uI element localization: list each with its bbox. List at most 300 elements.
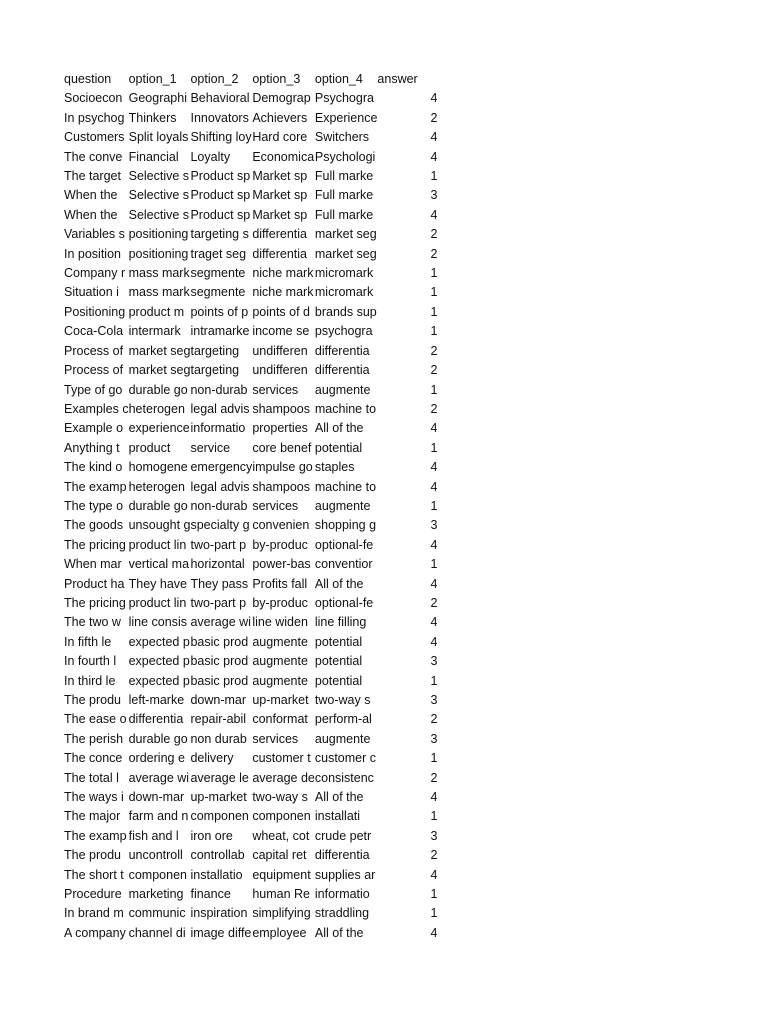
option-3-cell: services	[252, 498, 299, 513]
answer-cell: 4	[430, 460, 438, 475]
table-row	[64, 749, 437, 768]
answer-cell: 1	[430, 440, 438, 455]
option-4-cell: informatio	[314, 887, 370, 902]
option-3-cell: Market sp	[252, 207, 308, 222]
answer-cell: 4	[430, 479, 438, 494]
answer-cell: 1	[430, 887, 438, 902]
option-3-cell: services	[252, 382, 299, 397]
question-cell: The type o	[64, 498, 124, 513]
question-cell: The ways i	[64, 790, 124, 805]
option-1-cell: channel di	[128, 925, 186, 940]
option-2-cell: iron ore	[190, 828, 233, 843]
option-3-cell: properties	[252, 421, 308, 436]
question-cell: The goods	[64, 518, 124, 533]
answer-cell: 1	[430, 906, 438, 921]
option-3-cell: line widen	[252, 615, 308, 630]
question-cell: Company r	[64, 266, 126, 281]
table-row	[64, 264, 437, 283]
option-2-cell: legal advis	[190, 479, 250, 494]
option-2-cell: controllab	[190, 848, 245, 863]
answer-cell: 2	[430, 595, 438, 610]
option-1-cell: Financial	[128, 149, 179, 164]
option-3-cell: by-produc	[252, 537, 308, 552]
option-1-cell: Selective s	[128, 207, 190, 222]
table-row	[64, 846, 437, 865]
option-3-cell: wheat, cot	[252, 828, 310, 843]
question-cell: Positioning	[64, 304, 126, 319]
option-1-cell: marketing	[128, 887, 184, 902]
option-3-cell: human Re	[252, 887, 310, 902]
option-2-cell: delivery	[190, 751, 234, 766]
question-cell: The total l	[64, 770, 119, 785]
option-4-cell: machine to	[314, 479, 377, 494]
table-row	[64, 303, 437, 322]
option-2-cell: basic prod	[190, 634, 249, 649]
answer-cell: 3	[430, 828, 438, 843]
header-cell-option-3: option_3	[252, 72, 301, 86]
option-4-cell: All of the	[314, 790, 364, 805]
table-row	[64, 206, 437, 225]
table-row	[64, 866, 437, 885]
option-4-cell: Psychologi	[314, 149, 376, 164]
question-cell: A company	[64, 925, 126, 940]
question-cell: Coca-Cola	[64, 324, 124, 339]
table-row	[64, 186, 437, 205]
answer-cell: 1	[430, 266, 438, 281]
option-3-cell: Market sp	[252, 188, 308, 203]
option-1-cell: differentia	[128, 712, 184, 727]
option-4-cell: two-way s	[314, 693, 371, 707]
question-cell: Procedure	[64, 887, 122, 902]
option-2-cell: legal advis	[190, 401, 250, 416]
option-4-cell: potential	[314, 440, 363, 455]
option-2-cell: two-part p	[190, 537, 247, 552]
table-row	[64, 672, 437, 691]
question-cell: Type of go	[64, 382, 123, 397]
option-4-cell: staples	[314, 460, 355, 475]
option-1-cell: communic	[128, 906, 186, 921]
option-4-cell: shopping g	[314, 518, 377, 533]
table-row	[64, 342, 437, 361]
option-3-cell: componen	[252, 809, 311, 824]
answer-cell: 1	[430, 169, 438, 184]
option-1-cell: positioning	[128, 227, 189, 242]
option-4-cell: Experience	[314, 110, 378, 125]
question-cell: When the	[64, 188, 118, 203]
option-3-cell: average de	[252, 770, 315, 785]
answer-cell: 3	[430, 188, 438, 203]
option-1-cell: market seg	[128, 343, 191, 358]
option-4-cell: optional-fe	[314, 537, 374, 552]
question-cell: The conve	[64, 149, 123, 164]
answer-cell: 1	[430, 809, 438, 824]
option-3-cell: augmente	[252, 634, 308, 649]
answer-cell: 2	[430, 848, 438, 863]
question-cell: The ease o	[64, 712, 127, 727]
option-1-cell: componen	[128, 867, 187, 882]
table-row	[64, 516, 437, 535]
answer-cell: 1	[430, 382, 438, 397]
table-row	[64, 400, 437, 419]
option-3-cell: Achievers	[252, 110, 308, 125]
question-cell: The produ	[64, 848, 121, 863]
option-2-cell: repair-abil	[190, 712, 247, 727]
table-row	[64, 807, 437, 826]
question-cell: In brand m	[64, 906, 124, 921]
option-3-cell: capital ret	[252, 848, 307, 863]
option-2-cell: Behavioral	[190, 91, 250, 106]
option-1-cell: down-mar	[128, 790, 185, 805]
option-3-cell: differentia	[252, 227, 307, 242]
option-3-cell: Profits fall	[252, 576, 308, 591]
answer-cell: 2	[430, 770, 438, 785]
question-cell: Customers	[64, 130, 125, 145]
option-4-cell: micromark	[314, 285, 374, 300]
option-4-cell: potential	[314, 654, 363, 669]
table-row	[64, 652, 437, 671]
option-2-cell: average wi	[190, 615, 251, 630]
option-4-cell: Full marke	[314, 207, 374, 222]
option-3-cell: customer t	[252, 751, 311, 766]
question-cell: The two w	[64, 615, 121, 630]
answer-cell: 4	[430, 790, 438, 805]
answer-cell: 1	[430, 751, 438, 766]
question-cell: In psychog	[64, 110, 125, 125]
question-cell: The examp	[64, 828, 127, 843]
option-2-cell: specialty g	[190, 518, 250, 533]
option-2-cell: traget seg	[190, 246, 247, 261]
option-4-cell: installati	[314, 809, 361, 824]
option-1-cell: average wi	[128, 770, 190, 785]
answer-cell: 1	[430, 285, 438, 300]
option-2-cell: basic prod	[190, 673, 249, 688]
option-2-cell: Innovators	[190, 110, 249, 125]
question-cell: The produ	[64, 693, 121, 707]
option-3-cell: differentia	[252, 246, 307, 261]
table-row	[64, 322, 437, 341]
answer-cell: 4	[430, 207, 438, 222]
table-row	[64, 691, 437, 710]
option-3-cell: power-bas	[252, 557, 311, 572]
table-row	[64, 167, 437, 186]
option-1-cell: product lin	[128, 595, 187, 610]
table-row	[64, 613, 437, 632]
header-cell-option-4: option_4	[314, 72, 363, 86]
table-row	[64, 148, 437, 167]
option-3-cell: employee	[252, 925, 307, 940]
option-1-cell: intermark	[128, 324, 181, 339]
table-row	[64, 730, 437, 749]
spreadsheet-body	[64, 70, 437, 943]
option-1-cell: ordering e	[128, 751, 185, 766]
question-cell: The major	[64, 809, 121, 824]
answer-cell: 4	[430, 91, 438, 106]
option-1-cell: line consis	[128, 615, 187, 630]
table-row	[64, 885, 437, 904]
answer-cell: 2	[430, 363, 438, 378]
option-2-cell: Product sp	[190, 207, 251, 222]
answer-cell: 4	[430, 925, 438, 940]
question-cell: The kind o	[64, 460, 123, 475]
option-2-cell: points of p	[190, 304, 249, 319]
option-4-cell: optional-fe	[314, 595, 374, 610]
question-cell: The short t	[64, 867, 124, 882]
question-cell: Socioecon	[64, 91, 123, 106]
question-cell: In fourth l	[64, 654, 117, 669]
option-1-cell: uncontroll	[128, 848, 183, 863]
table-row	[64, 458, 437, 477]
option-2-cell: They pass	[190, 576, 249, 591]
option-4-cell: line filling	[314, 615, 367, 630]
option-1-cell: vertical ma	[128, 557, 190, 572]
option-1-cell: Selective s	[128, 169, 190, 184]
option-3-cell: conformat	[252, 712, 308, 727]
option-2-cell: segmente	[190, 266, 246, 281]
header-cell-option-2: option_2	[190, 72, 239, 86]
option-1-cell: expected p	[128, 654, 190, 669]
option-3-cell: core benef	[252, 440, 312, 455]
option-1-cell: Thinkers	[128, 110, 177, 125]
option-4-cell: All of the	[314, 421, 364, 436]
option-4-cell: differentia	[314, 848, 370, 863]
option-4-cell: augmente	[314, 498, 371, 513]
answer-cell: 4	[430, 634, 438, 649]
option-1-cell: They have	[128, 576, 187, 591]
option-1-cell: Split loyals	[128, 130, 189, 145]
option-4-cell: Psychogra	[314, 91, 374, 106]
option-2-cell: emergency	[190, 460, 253, 475]
option-1-cell: product lin	[128, 537, 187, 552]
option-3-cell: convenien	[252, 518, 310, 533]
option-1-cell: mass mark	[128, 266, 190, 281]
option-3-cell: equipment	[252, 867, 311, 882]
option-2-cell: two-part p	[190, 595, 247, 610]
question-cell: The conce	[64, 751, 123, 766]
option-1-cell: Geographi	[128, 91, 187, 106]
option-4-cell: machine to	[314, 401, 377, 416]
option-4-cell: Switchers	[314, 130, 370, 145]
option-2-cell: componen	[190, 809, 249, 824]
option-3-cell: impulse go	[252, 460, 313, 475]
option-2-cell: finance	[190, 887, 231, 902]
answer-cell: 2	[430, 246, 438, 261]
header-cell-answer: answer	[377, 72, 418, 86]
answer-cell: 1	[430, 498, 438, 513]
option-4-cell: differentia	[314, 363, 370, 378]
option-1-cell: durable go	[128, 382, 188, 397]
option-4-cell: crude petr	[314, 828, 372, 843]
answer-cell: 2	[430, 227, 438, 242]
option-2-cell: image diffe	[190, 925, 252, 940]
option-3-cell: up-market	[252, 693, 309, 707]
option-1-cell: heterogen	[128, 401, 185, 416]
answer-cell: 1	[430, 557, 438, 572]
table-row	[64, 245, 437, 264]
option-3-cell: Economica	[252, 149, 315, 164]
question-cell: In position	[64, 246, 121, 261]
option-1-cell: market seg	[128, 363, 191, 378]
answer-cell: 4	[430, 867, 438, 882]
option-1-cell: heterogen	[128, 479, 185, 494]
spreadsheet-table	[64, 70, 437, 943]
answer-cell: 3	[430, 518, 438, 533]
option-4-cell: All of the	[314, 925, 364, 940]
answer-cell: 4	[430, 149, 438, 164]
table-row	[64, 283, 437, 302]
table-row	[64, 439, 437, 458]
table-row	[64, 109, 437, 128]
answer-cell: 2	[430, 401, 438, 416]
option-2-cell: targeting s	[190, 227, 249, 242]
option-2-cell: informatio	[190, 421, 246, 436]
answer-cell: 4	[430, 537, 438, 552]
option-4-cell: consistenc	[314, 770, 374, 785]
option-1-cell: experience	[128, 421, 190, 436]
table-row	[64, 827, 437, 846]
table-row	[64, 89, 437, 108]
option-2-cell: targeting	[190, 363, 240, 378]
answer-cell: 4	[430, 576, 438, 591]
option-3-cell: niche mark	[252, 266, 314, 281]
option-2-cell: targeting	[190, 343, 240, 358]
option-4-cell: market seg	[314, 246, 377, 261]
option-4-cell: supplies ar	[314, 867, 376, 882]
answer-cell: 4	[430, 421, 438, 436]
answer-cell: 1	[430, 324, 438, 339]
option-3-cell: augmente	[252, 654, 308, 669]
option-3-cell: niche mark	[252, 285, 314, 300]
option-3-cell: augmente	[252, 673, 308, 688]
option-1-cell: positioning	[128, 246, 189, 261]
option-4-cell: micromark	[314, 266, 374, 281]
option-2-cell: average le	[190, 770, 249, 785]
table-row	[64, 924, 437, 943]
option-4-cell: conventior	[314, 557, 373, 572]
option-3-cell: Demograp	[252, 91, 311, 106]
answer-cell: 4	[430, 615, 438, 630]
option-3-cell: Hard core	[252, 130, 308, 145]
table-row	[64, 575, 437, 594]
option-3-cell: points of d	[252, 304, 310, 319]
option-2-cell: non durab	[190, 731, 247, 746]
header-cell-option-1: option_1	[128, 72, 177, 86]
question-cell: The pricing	[64, 595, 126, 610]
option-2-cell: service	[190, 440, 231, 455]
option-1-cell: farm and n	[128, 809, 189, 824]
option-3-cell: shampoos	[252, 479, 310, 494]
table-row	[64, 555, 437, 574]
option-2-cell: Loyalty	[190, 149, 231, 164]
option-4-cell: perform-al	[314, 712, 372, 727]
header-row	[64, 70, 437, 89]
question-cell: In fifth le	[64, 634, 112, 649]
option-2-cell: segmente	[190, 285, 246, 300]
table-row	[64, 710, 437, 729]
option-3-cell: income se	[252, 324, 310, 339]
answer-cell: 3	[430, 693, 438, 707]
option-1-cell: fish and l	[128, 828, 179, 843]
option-2-cell: up-market	[190, 790, 247, 805]
option-4-cell: differentia	[314, 343, 370, 358]
option-1-cell: unsought g	[128, 518, 191, 533]
option-1-cell: durable go	[128, 731, 188, 746]
answer-cell: 3	[430, 731, 438, 746]
option-4-cell: potential	[314, 673, 363, 688]
option-4-cell: potential	[314, 634, 363, 649]
option-3-cell: services	[252, 731, 299, 746]
option-1-cell: mass mark	[128, 285, 190, 300]
question-cell: The target	[64, 169, 121, 184]
question-cell: The examp	[64, 479, 127, 494]
table-row	[64, 788, 437, 807]
question-cell: Variables s	[64, 227, 125, 242]
option-1-cell: product m	[128, 304, 185, 319]
question-cell: When the	[64, 207, 118, 222]
question-cell: Anything t	[64, 440, 120, 455]
option-2-cell: down-mar	[190, 693, 247, 707]
option-3-cell: two-way s	[252, 790, 308, 805]
option-1-cell: product	[128, 440, 171, 455]
option-2-cell: installatio	[190, 867, 243, 882]
option-2-cell: horizontal	[190, 557, 245, 572]
option-4-cell: augmente	[314, 731, 371, 746]
option-1-cell: Selective s	[128, 188, 190, 203]
option-2-cell: Product sp	[190, 188, 251, 203]
table-row	[64, 128, 437, 147]
option-2-cell: non-durab	[190, 382, 248, 397]
question-cell: Situation i	[64, 285, 119, 300]
option-3-cell: undifferen	[252, 343, 308, 358]
option-4-cell: customer c	[314, 751, 377, 766]
option-2-cell: Shifting loy	[190, 130, 252, 145]
answer-cell: 1	[430, 304, 438, 319]
table-row	[64, 594, 437, 613]
answer-cell: 2	[430, 343, 438, 358]
table-row	[64, 225, 437, 244]
option-3-cell: Market sp	[252, 169, 308, 184]
question-cell: Process of	[64, 363, 124, 378]
option-4-cell: market seg	[314, 227, 377, 242]
table-row	[64, 769, 437, 788]
question-cell: Process of	[64, 343, 124, 358]
question-cell: Examples c	[64, 401, 129, 416]
option-2-cell: Product sp	[190, 169, 251, 184]
question-cell: The pricing	[64, 537, 126, 552]
option-4-cell: Full marke	[314, 188, 374, 203]
table-row	[64, 419, 437, 438]
option-2-cell: intramarke	[190, 324, 250, 339]
answer-cell: 2	[430, 712, 438, 727]
option-1-cell: left-marke	[128, 693, 185, 707]
answer-cell: 3	[430, 654, 438, 669]
table-row	[64, 381, 437, 400]
option-1-cell: expected p	[128, 634, 190, 649]
table-row	[64, 497, 437, 516]
question-cell: In third le	[64, 673, 116, 688]
table-row	[64, 478, 437, 497]
option-4-cell: Full marke	[314, 169, 374, 184]
option-3-cell: simplifying	[252, 906, 311, 921]
option-3-cell: by-produc	[252, 595, 308, 610]
option-2-cell: basic prod	[190, 654, 249, 669]
question-cell: Example o	[64, 421, 124, 436]
option-1-cell: expected p	[128, 673, 190, 688]
option-4-cell: brands sup	[314, 304, 377, 319]
option-3-cell: shampoos	[252, 401, 310, 416]
table-row	[64, 633, 437, 652]
question-cell: The perish	[64, 731, 124, 746]
answer-cell: 1	[430, 673, 438, 688]
